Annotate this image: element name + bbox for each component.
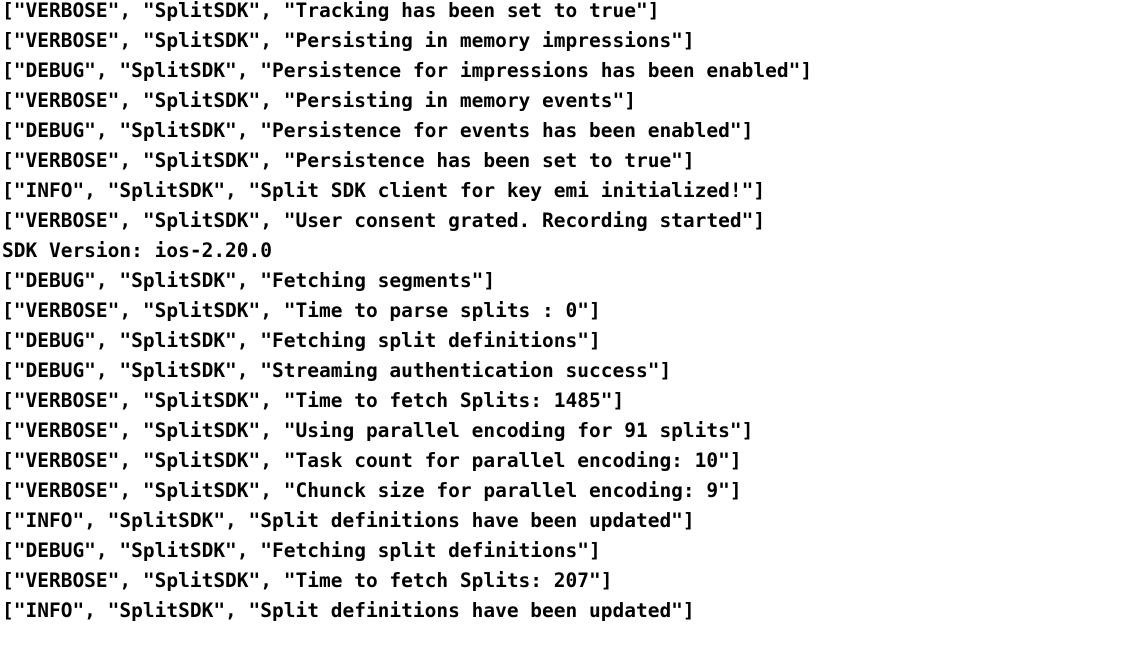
log-line: ["DEBUG", "SplitSDK", "Fetching split definitions"] (2, 539, 601, 562)
log-line: ["VERBOSE", "SplitSDK", "Time to fetch Splits: 1485"] (2, 389, 625, 412)
log-line: ["VERBOSE", "SplitSDK", "Time to parse splits : 0"] (2, 299, 601, 322)
log-line: ["VERBOSE", "SplitSDK", "Persisting in memory events"] (2, 89, 636, 112)
log-line: ["VERBOSE", "SplitSDK", "Chunck size for parallel encoding: 9"] (2, 479, 742, 502)
log-line: ["INFO", "SplitSDK", "Split SDK client for key emi initialized!"] (2, 179, 766, 202)
log-line: ["DEBUG", "SplitSDK", "Streaming authentication success"] (2, 359, 672, 382)
log-line: ["VERBOSE", "SplitSDK", "User consent grated. Recording started"] (2, 209, 766, 232)
log-line: ["VERBOSE", "SplitSDK", "Using parallel encoding for 91 splits"] (2, 419, 754, 442)
log-line: ["VERBOSE", "SplitSDK", "Task count for parallel encoding: 10"] (2, 449, 742, 472)
log-line: ["VERBOSE", "SplitSDK", "Time to fetch Splits: 207"] (2, 569, 613, 592)
log-line: ["VERBOSE", "SplitSDK", "Tracking has been set to true"] (2, 0, 660, 22)
log-line: ["INFO", "SplitSDK", "Split definitions have been updated"] (2, 509, 695, 532)
log-line: ["INFO", "SplitSDK", "Split definitions have been updated"] (2, 599, 695, 622)
log-line-sdk-version: SDK Version: ios-2.20.0 (2, 239, 273, 262)
log-line: ["VERBOSE", "SplitSDK", "Persisting in memory impressions"] (2, 29, 695, 52)
log-line: ["DEBUG", "SplitSDK", "Persistence for events has been enabled"] (2, 119, 754, 142)
log-line: ["DEBUG", "SplitSDK", "Persistence for impressions has been enabled"] (2, 59, 813, 82)
log-line: ["VERBOSE", "SplitSDK", "Persistence has been set to true"] (2, 149, 695, 172)
log-line: ["DEBUG", "SplitSDK", "Fetching split definitions"] (2, 329, 601, 352)
log-line: ["DEBUG", "SplitSDK", "Fetching segments"] (2, 269, 496, 292)
